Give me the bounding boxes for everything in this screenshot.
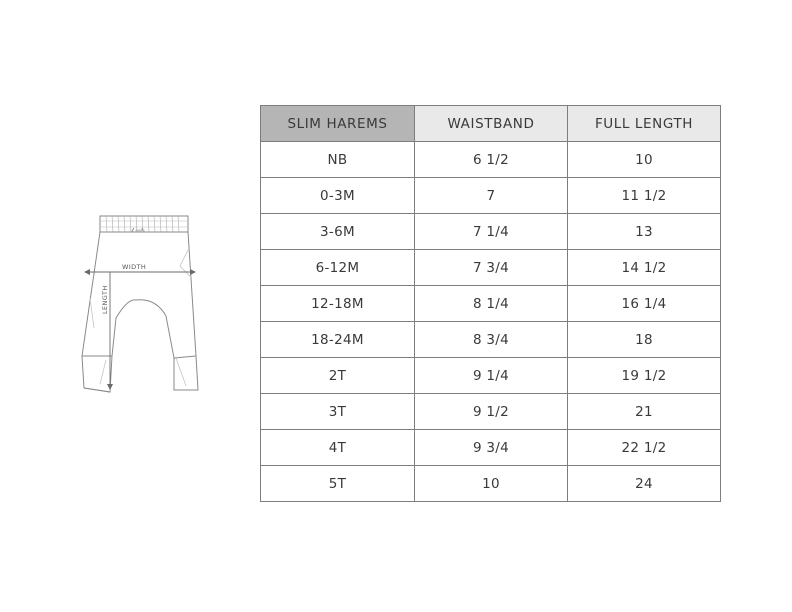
size-cell: 0-3M	[261, 178, 415, 214]
size-cell: 18-24M	[261, 322, 415, 358]
table-row	[261, 358, 721, 394]
full-length-cell: 10	[568, 142, 721, 178]
table-header-row	[261, 106, 721, 142]
length-label: LENGTH	[101, 285, 109, 314]
waistband-cell: 9 1/4	[415, 358, 568, 394]
full-length-cell: 21	[568, 394, 721, 430]
waistband-cell: 7	[415, 178, 568, 214]
table-row	[261, 322, 721, 358]
table-row	[261, 394, 721, 430]
full-length-cell: 18	[568, 322, 721, 358]
waistband-cell: 8 3/4	[415, 322, 568, 358]
waistband-cell: 9 3/4	[415, 430, 568, 466]
size-cell: 6-12M	[261, 250, 415, 286]
table-row	[261, 430, 721, 466]
pants-outline	[82, 232, 198, 392]
size-cell: 2T	[261, 358, 415, 394]
full-length-cell: 24	[568, 466, 721, 502]
waistband-cell: 8 1/4	[415, 286, 568, 322]
waistband-cell: 7 1/4	[415, 214, 568, 250]
pants-illustration	[76, 208, 202, 400]
size-chart-table	[260, 105, 721, 502]
header-waistband: WAISTBAND	[415, 106, 568, 142]
full-length-cell: 13	[568, 214, 721, 250]
size-cell: 12-18M	[261, 286, 415, 322]
table-row	[261, 178, 721, 214]
table-row	[261, 214, 721, 250]
full-length-cell: 16 1/4	[568, 286, 721, 322]
full-length-cell: 22 1/2	[568, 430, 721, 466]
size-cell: NB	[261, 142, 415, 178]
full-length-cell: 19 1/2	[568, 358, 721, 394]
table-row	[261, 142, 721, 178]
header-slim-harems: SLIM HAREMS	[261, 106, 415, 142]
size-cell: 3-6M	[261, 214, 415, 250]
width-label: WIDTH	[122, 263, 147, 271]
size-cell: 3T	[261, 394, 415, 430]
waistband-cell: 9 1/2	[415, 394, 568, 430]
full-length-cell: 11 1/2	[568, 178, 721, 214]
full-length-cell: 14 1/2	[568, 250, 721, 286]
table-row	[261, 466, 721, 502]
table-row	[261, 286, 721, 322]
size-cell: 5T	[261, 466, 415, 502]
table-row	[261, 250, 721, 286]
waistband-cell: 10	[415, 466, 568, 502]
waistband-cell: 7 3/4	[415, 250, 568, 286]
header-full-length: FULL LENGTH	[568, 106, 721, 142]
waistband-outline	[100, 216, 188, 232]
waistband-cell: 6 1/2	[415, 142, 568, 178]
size-cell: 4T	[261, 430, 415, 466]
